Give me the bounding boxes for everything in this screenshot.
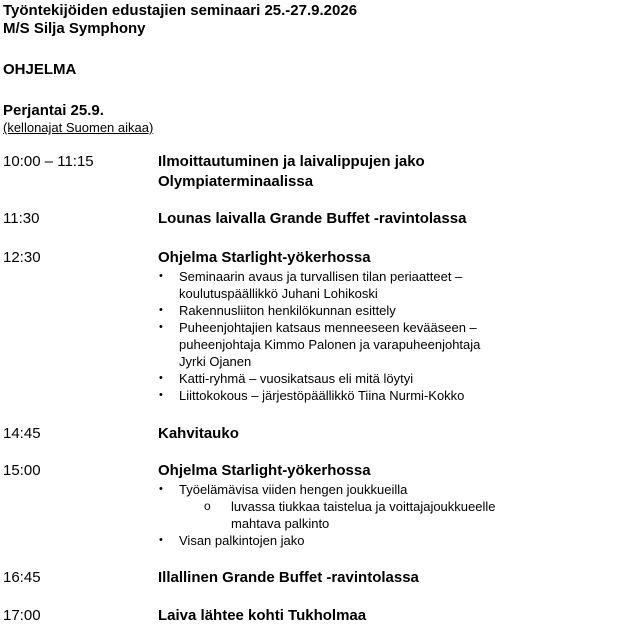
item-time: 14:45 (3, 425, 41, 442)
list-item: • Puheenjohtajien katsaus menneeseen kevääseen – puheenjohtaja Kimmo Palonen ja varapuheenjohtaja Jyrki Ojanen (159, 320, 481, 369)
item-title: Ohjelma Starlight-yökerhossa (158, 462, 371, 479)
item-time: 12:30 (3, 249, 41, 266)
ship-name: M/S Silja Symphony (3, 20, 146, 37)
item-title: Laiva lähtee kohti Tukholmaa (158, 607, 367, 624)
document-page (3, 2, 633, 624)
item-time: 17:00 (3, 607, 41, 624)
item-event (158, 461, 628, 549)
list-item: o luvassa tiukkaa taistelua ja voittajajoukkueelle mahtava palkinto (204, 499, 496, 531)
seminar-title: Työntekijöiden edustajien seminaari 25.-27.9.2026 (3, 2, 358, 19)
item-title: Kahvitauko (158, 425, 239, 442)
item-event (158, 152, 628, 192)
bullet-icon: • (159, 534, 163, 546)
item-event (158, 248, 628, 404)
bullet-icon: • (159, 483, 163, 495)
item-time: 11:30 (3, 210, 40, 227)
list-item: • Liittokokous – järjestöpäällikkö Tiina Nurmi-Kokko (159, 388, 465, 403)
bullet-icon: • (159, 304, 163, 316)
spacer (3, 79, 633, 102)
item-time: 15:00 (3, 462, 41, 479)
bullet-list (158, 481, 628, 498)
timezone-note: (kellonajat Suomen aikaa) (3, 120, 154, 135)
program-heading: OHJELMA (3, 61, 77, 78)
list-item: • Seminaarin avaus ja turvallisen tilan periaatteet – koulutuspäällikkö Juhani Lohikoski (159, 269, 463, 301)
item-event (158, 424, 628, 444)
bullet-icon: • (159, 270, 163, 282)
bullet-list (158, 268, 628, 404)
item-title: Ohjelma Starlight-yökerhossa (158, 249, 371, 266)
item-event (158, 568, 628, 588)
list-item: • Rakennusliiton henkilökunnan esittely (159, 303, 396, 318)
sub-bullet-list (158, 498, 628, 532)
bullet-icon: • (159, 389, 163, 401)
bullet-list (158, 532, 628, 549)
list-item: • Visan palkintojen jako (159, 533, 305, 548)
item-title: Ilmoittautuminen ja laivalippujen jako (158, 153, 425, 170)
item-event (158, 209, 628, 229)
list-item: • Katti-ryhmä – vuosikatsaus eli mitä löytyi (159, 371, 414, 386)
item-event (158, 606, 628, 626)
list-item: • Työelämävisa viiden hengen joukkueilla (159, 482, 408, 497)
item-title: Lounas laivalla Grande Buffet -ravintolassa (158, 210, 467, 227)
item-title: Olympiaterminaalissa (158, 173, 314, 190)
circle-bullet-icon: o (204, 499, 211, 513)
bullet-icon: • (159, 372, 163, 384)
item-time: 10:00 – 11:15 (3, 153, 94, 170)
spacer (3, 38, 633, 61)
item-title: Illallinen Grande Buffet -ravintolassa (158, 569, 419, 586)
item-time: 16:45 (3, 569, 41, 586)
day-title: Perjantai 25.9. (3, 102, 104, 119)
bullet-icon: • (159, 321, 163, 333)
